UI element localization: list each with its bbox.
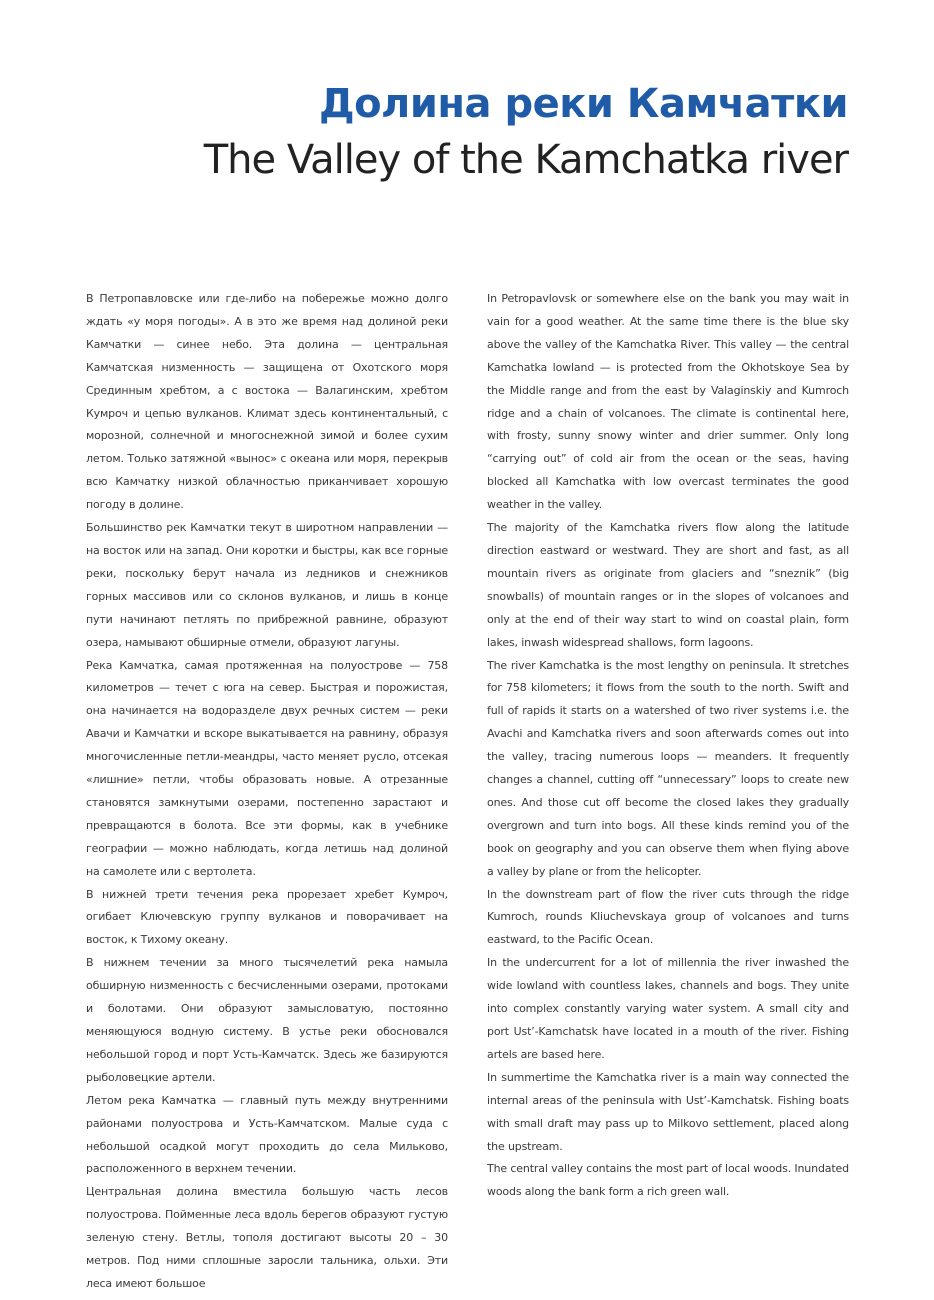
english-paragraph: In Petropavlovsk or somewhere else on the bank you may wait in vain for a good weather. At the same time there is the blue sky above the valley of the Kamchatka River. This valley — the central Kamchatka lowland — is protected from the Okhotskoye Sea by the Middle range and from the east by Valaginskiy and Kumroch ridge and a chain of volcanoes. The climate is continental here, with frosty, sunny snowy winter and drier summer. Only long “carrying out” of cold air from the ocean or the seas, having blocked all Kamchatka with low overcast terminates the good weather in the valley.	[487, 292, 849, 512]
russian-paragraph: В Петропавловске или где-либо на побережье можно долго ждать «у моря погоды». А в это же время над долиной реки Камчатки — синее небо. Эта долина — центральная Камчатская низменность — защищена от Охотского моря Срединным хребтом, а с востока — Валагинским, хребтом Кумроч и цепью вулканов. Климат здесь континентальный, с морозной, солнечной и многоснежной зимой и более сухим летом. Только затяжной «вынос» с океана или моря, перекрыв всю Камчатку низкой облачностью приканчивает хорошую погоду в долине.	[86, 292, 448, 512]
english-paragraph: In summertime the Kamchatka river is a main way connected the internal areas of the peninsula with Ust’-Kamchatsk. Fishing boats with small draft may pass up to Milkovo settlement, placed along the upstream.	[487, 1070, 849, 1153]
russian-paragraph: Летом река Камчатка — главный путь между внутренними районами полуострова и Усть-Камчатском. Малые суда с небольшой осадкой могут проходить до села Мильково, расположенного в верхнем течении.	[86, 1093, 448, 1176]
russian-paragraph: Центральная долина вместила большую часть лесов полуострова. Пойменные леса вдоль берегов образуют густую зеленую стену. Ветлы, тополя достигают высоты 20 – 30 метров. Под ними сплошные заросли тальника, ольхи. Эти леса имеют большое	[86, 1185, 448, 1290]
russian-paragraph: Река Камчатка, самая протяженная на полуострове — 758 километров — течет с юга на север. Быстрая и порожистая, она начинается на водоразделе двух речных систем — реки Авачи и Камчатки и вскоре выкатывается на равнину, образуя многочисленные петли-меандры, часто меняет русло, отсекая «лишние» петли, чтобы образовать новые. А отрезанные становятся замкнутыми озерами, постепенно зарастают и превращаются в болота. Все эти формы, как в учебнике географии — можно наблюдать, когда летишь над долиной на самолете или с вертолета.	[86, 658, 448, 878]
title-block	[204, 76, 848, 188]
title-russian: Долина реки Камчатки	[318, 81, 848, 127]
russian-paragraph: В нижнем течении за много тысячелетий река намыла обширную низменность с бесчисленными озерами, протоками и болотами. Они образуют замысловатую, постоянно меняющуюся водную систему. В устье реки обосновался небольшой город и порт Усть-Камчатск. Здесь же базируются рыболовецкие артели.	[86, 956, 448, 1084]
english-paragraph: The river Kamchatka is the most lengthy on peninsula. It stretches for 758 kilometers; it flows from the south to the north. Swift and full of rapids it starts on a watershed of two river systems i.e. the Avachi and Kamchatka rivers and soon afterwards comes out into the valley, tracing numerous loops — meanders. It frequently changes a channel, cutting off “unnecessary” loops to create new ones. And those cut off become the closed lakes they gradually overgrown and turn into bogs. All these kinds remind you of the book on geography and you can observe them when flying above a valley by plane or from the helicopter.	[487, 658, 849, 878]
russian-paragraph: В нижней трети течения река прорезает хребет Кумроч, огибает Ключевскую группу вулканов и поворачивает на восток, к Тихому океану.	[86, 887, 448, 947]
english-paragraph: In the downstream part of flow the river cuts through the ridge Kumroch, rounds Kliuchevskaya group of volcanoes and turns eastward, to the Pacific Ocean.	[487, 887, 849, 947]
english-paragraph: In the undercurrent for a lot of millennia the river inwashed the wide lowland with countless lakes, channels and bogs. They unite into complex constantly varying water system. A small city and port Ust’-Kamchatsk have located in a mouth of the river. Fishing artels are based here.	[487, 956, 849, 1061]
russian-text-column	[86, 288, 448, 1296]
english-paragraph: The central valley contains the most part of local woods. Inundated woods along the bank form a rich green wall.	[487, 1162, 849, 1199]
title-english: The Valley of the Kamchatka river	[203, 137, 848, 183]
english-text-column	[487, 288, 849, 1204]
russian-paragraph: Большинство рек Камчатки текут в широтном направлении — на восток или на запад. Они коротки и быстры, как все горные реки, поскольку берут начала из ледников и снежников горных массивов или со склонов вулканов, и лишь в конце пути начинают петлять по прибрежной равнине, образуют озера, намывают обширные отмели, образуют лагуны.	[86, 521, 448, 649]
english-paragraph: The majority of the Kamchatka rivers flow along the latitude direction eastward or westward. They are short and fast, as all mountain rivers as originate from glaciers and “sneznik” (big snowballs) of mountain ranges or in the slopes of volcanoes and only at the end of their way start to wind on coastal plain, form lakes, inwash widespread shallows, form lagoons.	[487, 521, 849, 649]
